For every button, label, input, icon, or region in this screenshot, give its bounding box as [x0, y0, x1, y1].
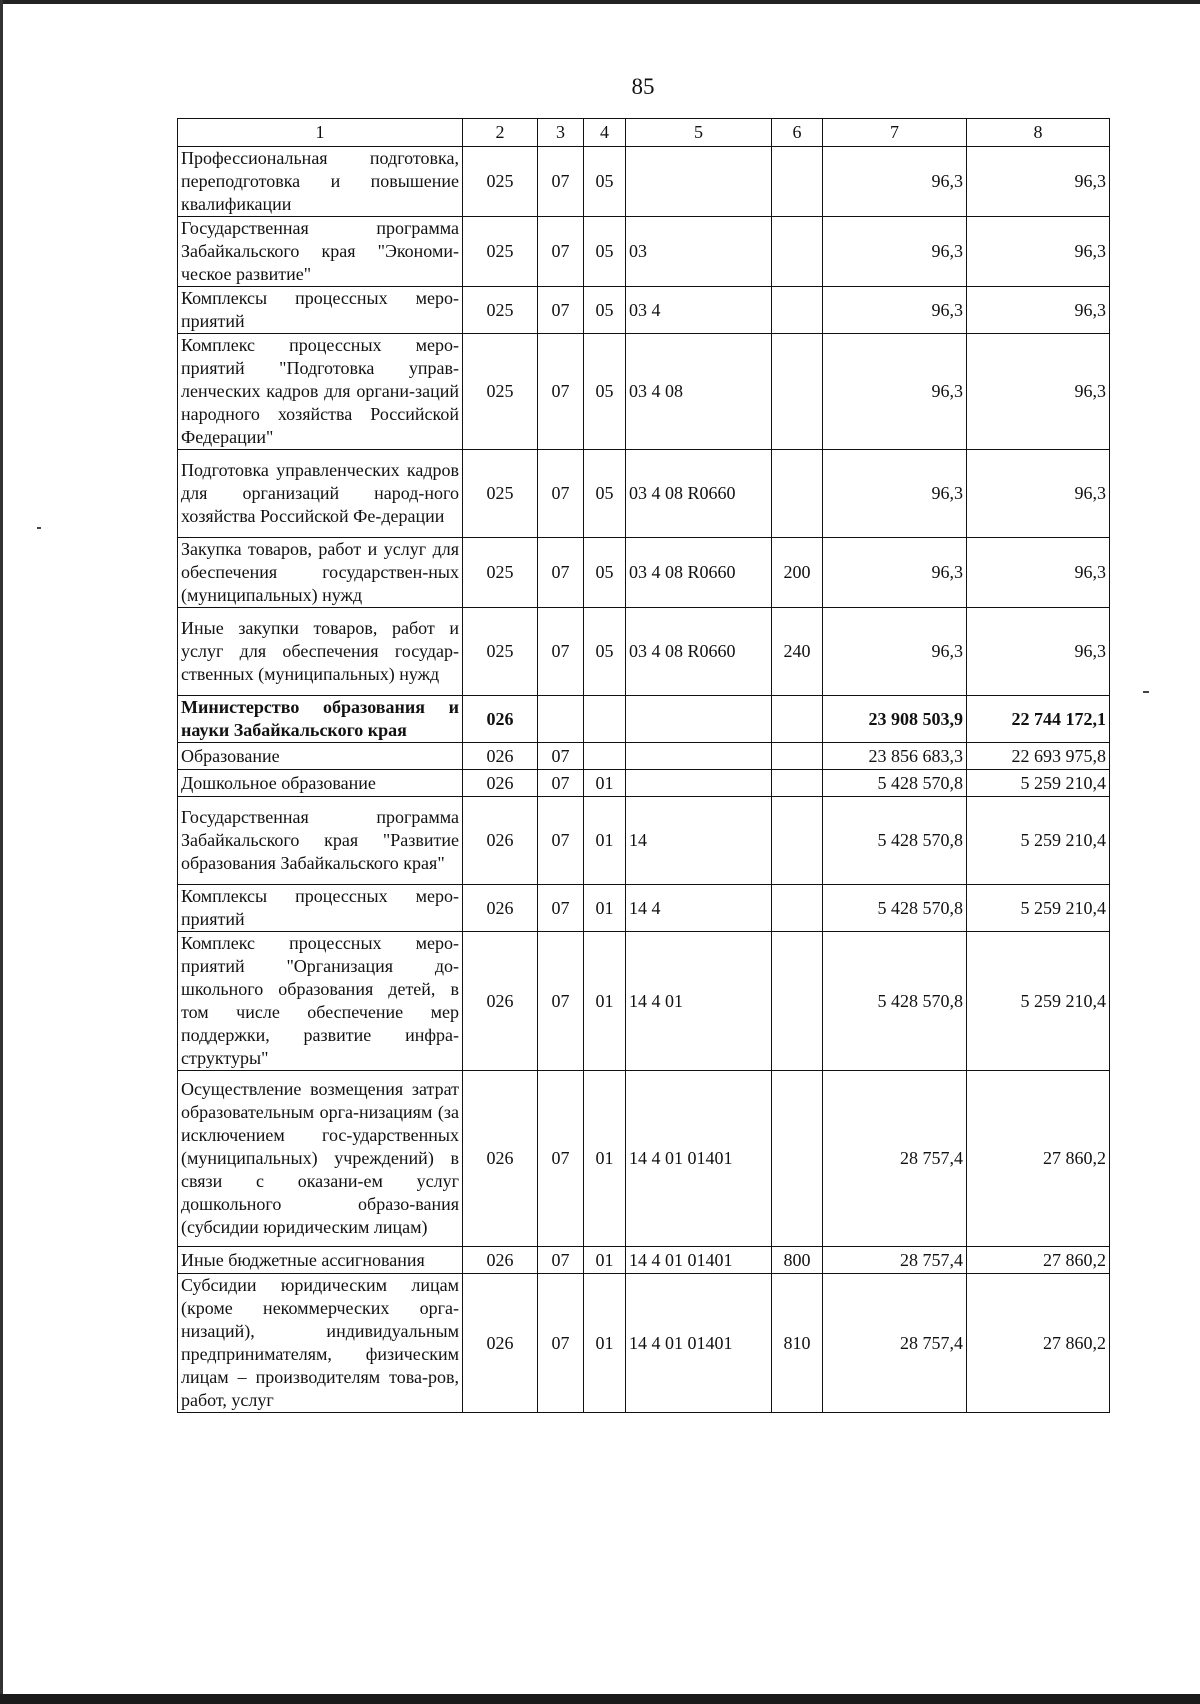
section-cell: 07	[538, 287, 584, 334]
page-number: 85	[631, 74, 655, 99]
table-row	[178, 538, 1110, 608]
row-name-cell: Иные бюджетные ассигнования	[178, 1247, 463, 1274]
admin-code-cell: 025	[463, 147, 538, 217]
table-row	[178, 217, 1110, 287]
amount-year2-cell: 27 860,2	[967, 1247, 1110, 1274]
column-header: 8	[967, 119, 1110, 147]
amount-year2-cell: 96,3	[967, 217, 1110, 287]
admin-code-cell: 026	[463, 885, 538, 932]
amount-year1-cell: 23 856 683,3	[823, 743, 967, 770]
amount-year2-cell: 96,3	[967, 287, 1110, 334]
admin-code-cell: 025	[463, 287, 538, 334]
subsection-cell: 01	[584, 770, 626, 797]
target-article-cell: 03	[626, 217, 772, 287]
subsection-cell: 01	[584, 797, 626, 885]
amount-year2-cell: 96,3	[967, 334, 1110, 450]
amount-year1-cell: 5 428 570,8	[823, 770, 967, 797]
admin-code-cell: 026	[463, 797, 538, 885]
column-header: 5	[626, 119, 772, 147]
amount-year2-cell: 5 259 210,4	[967, 932, 1110, 1071]
target-article-cell	[626, 147, 772, 217]
expense-type-cell: 200	[772, 538, 823, 608]
amount-year1-cell: 28 757,4	[823, 1247, 967, 1274]
scan-speck	[37, 527, 41, 529]
target-article-cell	[626, 743, 772, 770]
subsection-cell: 01	[584, 1071, 626, 1247]
target-article-cell: 14 4	[626, 885, 772, 932]
column-header: 2	[463, 119, 538, 147]
expense-type-cell	[772, 1071, 823, 1247]
row-name-cell: Комплексы процессных меро-приятий	[178, 287, 463, 334]
amount-year2-cell: 96,3	[967, 147, 1110, 217]
table-row	[178, 334, 1110, 450]
amount-year1-cell: 5 428 570,8	[823, 932, 967, 1071]
admin-code-cell: 026	[463, 932, 538, 1071]
admin-code-cell: 025	[463, 450, 538, 538]
row-name-cell: Государственная программа Забайкальского края "Развитие образования Забайкальского края"	[178, 797, 463, 885]
target-article-cell	[626, 770, 772, 797]
column-header: 1	[178, 119, 463, 147]
amount-year1-cell: 5 428 570,8	[823, 797, 967, 885]
amount-year1-cell: 96,3	[823, 217, 967, 287]
amount-year2-cell: 96,3	[967, 450, 1110, 538]
subsection-cell: 01	[584, 932, 626, 1071]
scan-speck	[1143, 691, 1149, 693]
amount-year1-cell: 28 757,4	[823, 1071, 967, 1247]
subsection-cell: 01	[584, 1247, 626, 1274]
amount-year2-cell: 96,3	[967, 608, 1110, 696]
subsection-cell	[584, 696, 626, 743]
subsection-cell: 05	[584, 217, 626, 287]
section-cell: 07	[538, 1071, 584, 1247]
amount-year1-cell: 28 757,4	[823, 1274, 967, 1413]
table-row	[178, 1071, 1110, 1247]
expense-type-cell	[772, 147, 823, 217]
target-article-cell: 14 4 01	[626, 932, 772, 1071]
row-name-cell: Подготовка управленческих кадров для организаций народ-ного хозяйства Российской Фе-дерации	[178, 450, 463, 538]
section-cell: 07	[538, 743, 584, 770]
subsection-cell	[584, 743, 626, 770]
column-header: 4	[584, 119, 626, 147]
table-row	[178, 1247, 1110, 1274]
admin-code-cell: 025	[463, 334, 538, 450]
column-header: 3	[538, 119, 584, 147]
expense-type-cell: 800	[772, 1247, 823, 1274]
expense-type-cell	[772, 743, 823, 770]
amount-year1-cell: 5 428 570,8	[823, 885, 967, 932]
expense-type-cell	[772, 885, 823, 932]
table-row	[178, 932, 1110, 1071]
amount-year2-cell: 96,3	[967, 538, 1110, 608]
section-cell: 07	[538, 1274, 584, 1413]
section-cell: 07	[538, 217, 584, 287]
admin-code-cell: 026	[463, 696, 538, 743]
expense-type-cell	[772, 334, 823, 450]
table-row	[178, 287, 1110, 334]
expense-type-cell	[772, 217, 823, 287]
expense-type-cell	[772, 797, 823, 885]
expense-type-cell	[772, 287, 823, 334]
row-name-cell: Дошкольное образование	[178, 770, 463, 797]
section-cell: 07	[538, 334, 584, 450]
amount-year2-cell: 22 693 975,8	[967, 743, 1110, 770]
row-name-cell: Государственная программа Забайкальского края "Экономи-ческое развитие"	[178, 217, 463, 287]
amount-year1-cell: 96,3	[823, 608, 967, 696]
amount-year2-cell: 27 860,2	[967, 1071, 1110, 1247]
budget-table	[177, 118, 1110, 1413]
admin-code-cell: 026	[463, 1071, 538, 1247]
amount-year2-cell: 5 259 210,4	[967, 885, 1110, 932]
table-row	[178, 608, 1110, 696]
amount-year1-cell: 96,3	[823, 287, 967, 334]
admin-code-cell: 025	[463, 538, 538, 608]
subsection-cell: 01	[584, 1274, 626, 1413]
section-cell: 07	[538, 608, 584, 696]
table-row	[178, 147, 1110, 217]
table-row	[178, 885, 1110, 932]
target-article-cell: 03 4 08 R0660	[626, 608, 772, 696]
target-article-cell: 03 4	[626, 287, 772, 334]
target-article-cell	[626, 696, 772, 743]
row-name-cell: Комплекс процессных меро-приятий "Подготовка управ-ленческих кадров для органи-заций народного хозяйства Российской Федерации"	[178, 334, 463, 450]
section-cell: 07	[538, 450, 584, 538]
target-article-cell: 14 4 01 01401	[626, 1274, 772, 1413]
row-name-cell: Осуществление возмещения затрат образовательным орга-низациям (за исключением гос-ударственных (муниципальных) учреждений) в связи с оказани-ем услуг дошкольного образо-вания (субсидии юридическим лицам)	[178, 1071, 463, 1247]
target-article-cell: 14	[626, 797, 772, 885]
amount-year1-cell: 96,3	[823, 538, 967, 608]
table-row	[178, 696, 1110, 743]
amount-year1-cell: 96,3	[823, 147, 967, 217]
subsection-cell: 01	[584, 885, 626, 932]
subsection-cell: 05	[584, 147, 626, 217]
expense-type-cell	[772, 450, 823, 538]
table-header-row	[178, 119, 1110, 147]
section-cell: 07	[538, 147, 584, 217]
table-row	[178, 1274, 1110, 1413]
expense-type-cell	[772, 932, 823, 1071]
table-row	[178, 450, 1110, 538]
admin-code-cell: 025	[463, 217, 538, 287]
amount-year1-cell: 96,3	[823, 334, 967, 450]
row-name-cell: Иные закупки товаров, работ и услуг для обеспечения государ-ственных (муниципальных) нужд	[178, 608, 463, 696]
expense-type-cell	[772, 770, 823, 797]
amount-year2-cell: 5 259 210,4	[967, 797, 1110, 885]
table-row	[178, 797, 1110, 885]
row-name-cell: Комплексы процессных меро-приятий	[178, 885, 463, 932]
table-row	[178, 770, 1110, 797]
table-row	[178, 743, 1110, 770]
target-article-cell: 14 4 01 01401	[626, 1247, 772, 1274]
row-name-cell: Министерство образования и науки Забайкальского края	[178, 696, 463, 743]
admin-code-cell: 026	[463, 743, 538, 770]
admin-code-cell: 026	[463, 1247, 538, 1274]
amount-year2-cell: 22 744 172,1	[967, 696, 1110, 743]
amount-year2-cell: 27 860,2	[967, 1274, 1110, 1413]
section-cell: 07	[538, 538, 584, 608]
target-article-cell: 03 4 08 R0660	[626, 450, 772, 538]
expense-type-cell: 810	[772, 1274, 823, 1413]
column-header: 7	[823, 119, 967, 147]
subsection-cell: 05	[584, 334, 626, 450]
expense-type-cell	[772, 696, 823, 743]
scan-border-left	[0, 0, 3, 1704]
target-article-cell: 03 4 08	[626, 334, 772, 450]
row-name-cell: Образование	[178, 743, 463, 770]
section-cell: 07	[538, 885, 584, 932]
expense-type-cell: 240	[772, 608, 823, 696]
column-header: 6	[772, 119, 823, 147]
row-name-cell: Закупка товаров, работ и услуг для обеспечения государствен-ных (муниципальных) нужд	[178, 538, 463, 608]
scan-border-bottom	[0, 1694, 1200, 1704]
amount-year1-cell: 96,3	[823, 450, 967, 538]
scan-border-top	[0, 0, 1200, 4]
subsection-cell: 05	[584, 287, 626, 334]
section-cell: 07	[538, 797, 584, 885]
row-name-cell: Профессиональная подготовка, переподготовка и повышение квалификации	[178, 147, 463, 217]
subsection-cell: 05	[584, 608, 626, 696]
admin-code-cell: 025	[463, 608, 538, 696]
section-cell: 07	[538, 1247, 584, 1274]
subsection-cell: 05	[584, 450, 626, 538]
admin-code-cell: 026	[463, 1274, 538, 1413]
admin-code-cell: 026	[463, 770, 538, 797]
section-cell	[538, 696, 584, 743]
subsection-cell: 05	[584, 538, 626, 608]
amount-year2-cell: 5 259 210,4	[967, 770, 1110, 797]
row-name-cell: Комплекс процессных меро-приятий "Организация до-школьного образования детей, в том числе обеспечение мер поддержки, развитие инфра-структуры"	[178, 932, 463, 1071]
section-cell: 07	[538, 770, 584, 797]
amount-year1-cell: 23 908 503,9	[823, 696, 967, 743]
section-cell: 07	[538, 932, 584, 1071]
row-name-cell: Субсидии юридическим лицам (кроме некоммерческих орга-низаций), индивидуальным предпринимателям, физическим лицам – производителям това-ров, работ, услуг	[178, 1274, 463, 1413]
target-article-cell: 03 4 08 R0660	[626, 538, 772, 608]
target-article-cell: 14 4 01 01401	[626, 1071, 772, 1247]
